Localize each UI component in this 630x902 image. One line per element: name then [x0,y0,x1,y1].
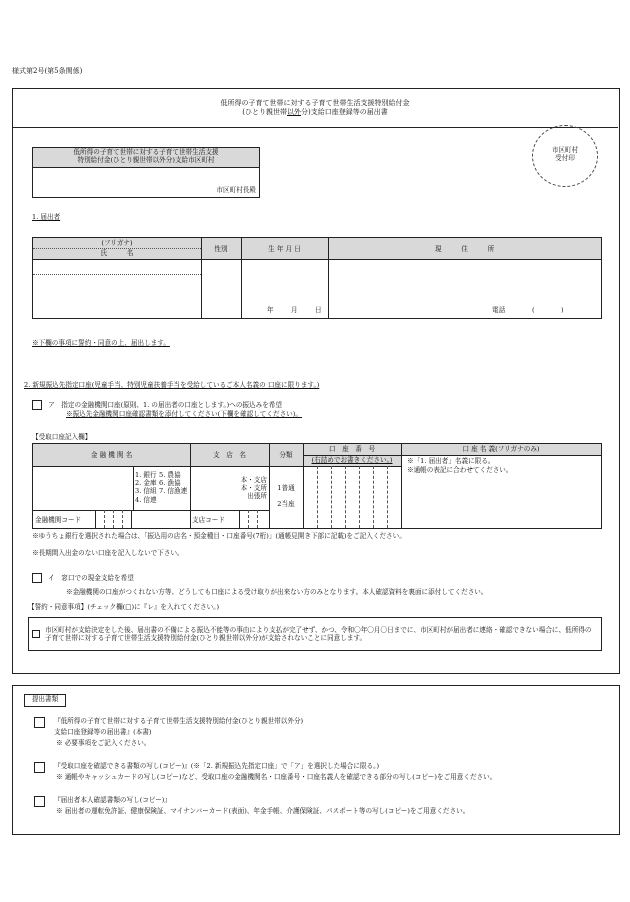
phone-label: 電話 [492,306,506,314]
bank-name-field[interactable] [33,466,133,510]
title-divider [13,127,618,128]
gender-header: 性別 [214,245,228,253]
documents-title: 提出書類 [24,694,66,707]
addressee-header: 低所得の子育て世帯に対する子育て世帯生活支援 特別給付金(ひとり親世帯以外分)支給市区町村 [32,147,260,168]
pledge-box [28,617,602,651]
account-number-note: (右詰めでお書きください。) [311,456,393,464]
option-i: イ 窓口での現金支給を希望 [32,573,134,583]
branch-name-header: 支 店 名 [213,451,246,459]
pledge-note: ※下欄の事項に誓約・同意の上、届出します。 [32,339,170,347]
form-number: 様式第2号(第5条関係) [12,67,83,75]
document-2-checkbox[interactable] [34,762,45,773]
account-type-header: 分類 [279,451,293,459]
bank-type-list-2: 5. 農協 6. 漁協 7. 信漁連 [159,471,188,496]
long-unused-note: ※長期間入出金のない口座を記入しないで下さい。 [32,549,184,557]
applicant-table [32,237,602,319]
option-a-checkbox[interactable] [32,400,42,410]
name-field[interactable] [35,261,199,316]
title-underline-word: 以外 [287,107,301,116]
section2-title: 2. 新規振込先指定口座(児童手当、特別児童扶養手当を受給しているご本人名義の 口座に限ります。) [24,381,320,389]
section1-title: 1. 届出者 [32,213,61,221]
account-table [32,443,602,529]
mayor-label: 市区町村長殿 [216,185,256,194]
pledge-text: 市区町村が支給決定をした後、届出書の不備による振込不能等の事由により支払が完了せず、かつ、令和〇年〇月〇日までに、市区町村が届出者に連絡・確認できない場合に、低所得の子育て世帯に対する子育て世帯生活支援特別給付金(ひとり親世帯以外分)が支給されないことに同意します。 [45,626,592,643]
name-header: 氏 名 [100,249,134,257]
title-line-1: 低所得の子育て世帯に対する子育て世帯生活支援特別給付金 [220,99,410,107]
account-section-header: 【受取口座記入欄】 [32,433,92,441]
yucho-note: ※ゆうちょ銀行を選択された場合は、「振込用の店名・預金種目・口座番号(7桁)」(通帳見開き下部に記載)をご記入ください。 [32,532,406,540]
form-title [12,99,618,117]
branch-type-list: 本・支店 本・支所 出張所 [240,476,267,501]
address-field[interactable] [330,261,599,316]
address-header: 現 住 所 [434,245,495,253]
birthdate-header: 生 年 月 日 [268,245,301,253]
option-a: ア 指定の金融機関口座(原則、1. の届出者の口座とします。)への振込みを希望 [32,400,282,410]
account-number-field[interactable] [303,466,401,528]
account-number-header: 口 座 番 号 [328,445,376,453]
document-3-checkbox[interactable] [34,796,45,807]
bank-name-header: 金 融 機 関 名 [90,451,133,459]
account-holder-header: 口 座 名 義(フリガナのみ) [462,445,540,453]
document-1-checkbox[interactable] [34,717,45,728]
holder-note-2: ※通帳の表記に合わせてください。 [407,466,513,474]
option-a-note: ※振込先金融機関口座確認書類を添付してください(下欄を確認してください)。 [66,410,302,418]
option-i-checkbox[interactable] [32,573,42,583]
gender-field[interactable] [203,261,239,316]
bank-type-list-1: 1. 銀行 2. 金庫 3. 信組 4. 信連 [135,471,157,504]
birthdate-field[interactable]: 年 月 日 [267,306,322,314]
branch-code-label: 支店コード [192,516,225,524]
branch-code-field[interactable] [239,510,266,528]
bank-code-label: 金融機関コード [35,516,82,524]
furigana-header: (フリガナ) [101,239,133,247]
account-type-options[interactable]: 1普通 2当座 [277,484,295,509]
holder-note-1: ※「1. 届出者」名義に限る。 [407,457,495,465]
addressee-field[interactable] [32,167,260,198]
pledge-checkbox[interactable] [32,630,40,638]
branch-name-field[interactable] [192,466,234,510]
account-holder-field[interactable] [403,478,599,526]
bank-code-field[interactable] [95,510,131,528]
option-i-note: ※金融機関の口座がつくれない方等、どうしても口座による受け取りが出来ない方のみとなります。本人確認資料を裏面に添付してください。 [66,588,488,596]
phone-field[interactable]: ( ) [532,306,564,314]
reception-stamp: 市区町村 受付印 [532,125,598,187]
title-line-2: (ひとり親世帯以外分)支給口座登録等の届出書 [242,107,388,116]
pledge-header: 【誓約・同意事項】(チェック欄(□)に『レ』を入れてください。) [28,603,220,611]
